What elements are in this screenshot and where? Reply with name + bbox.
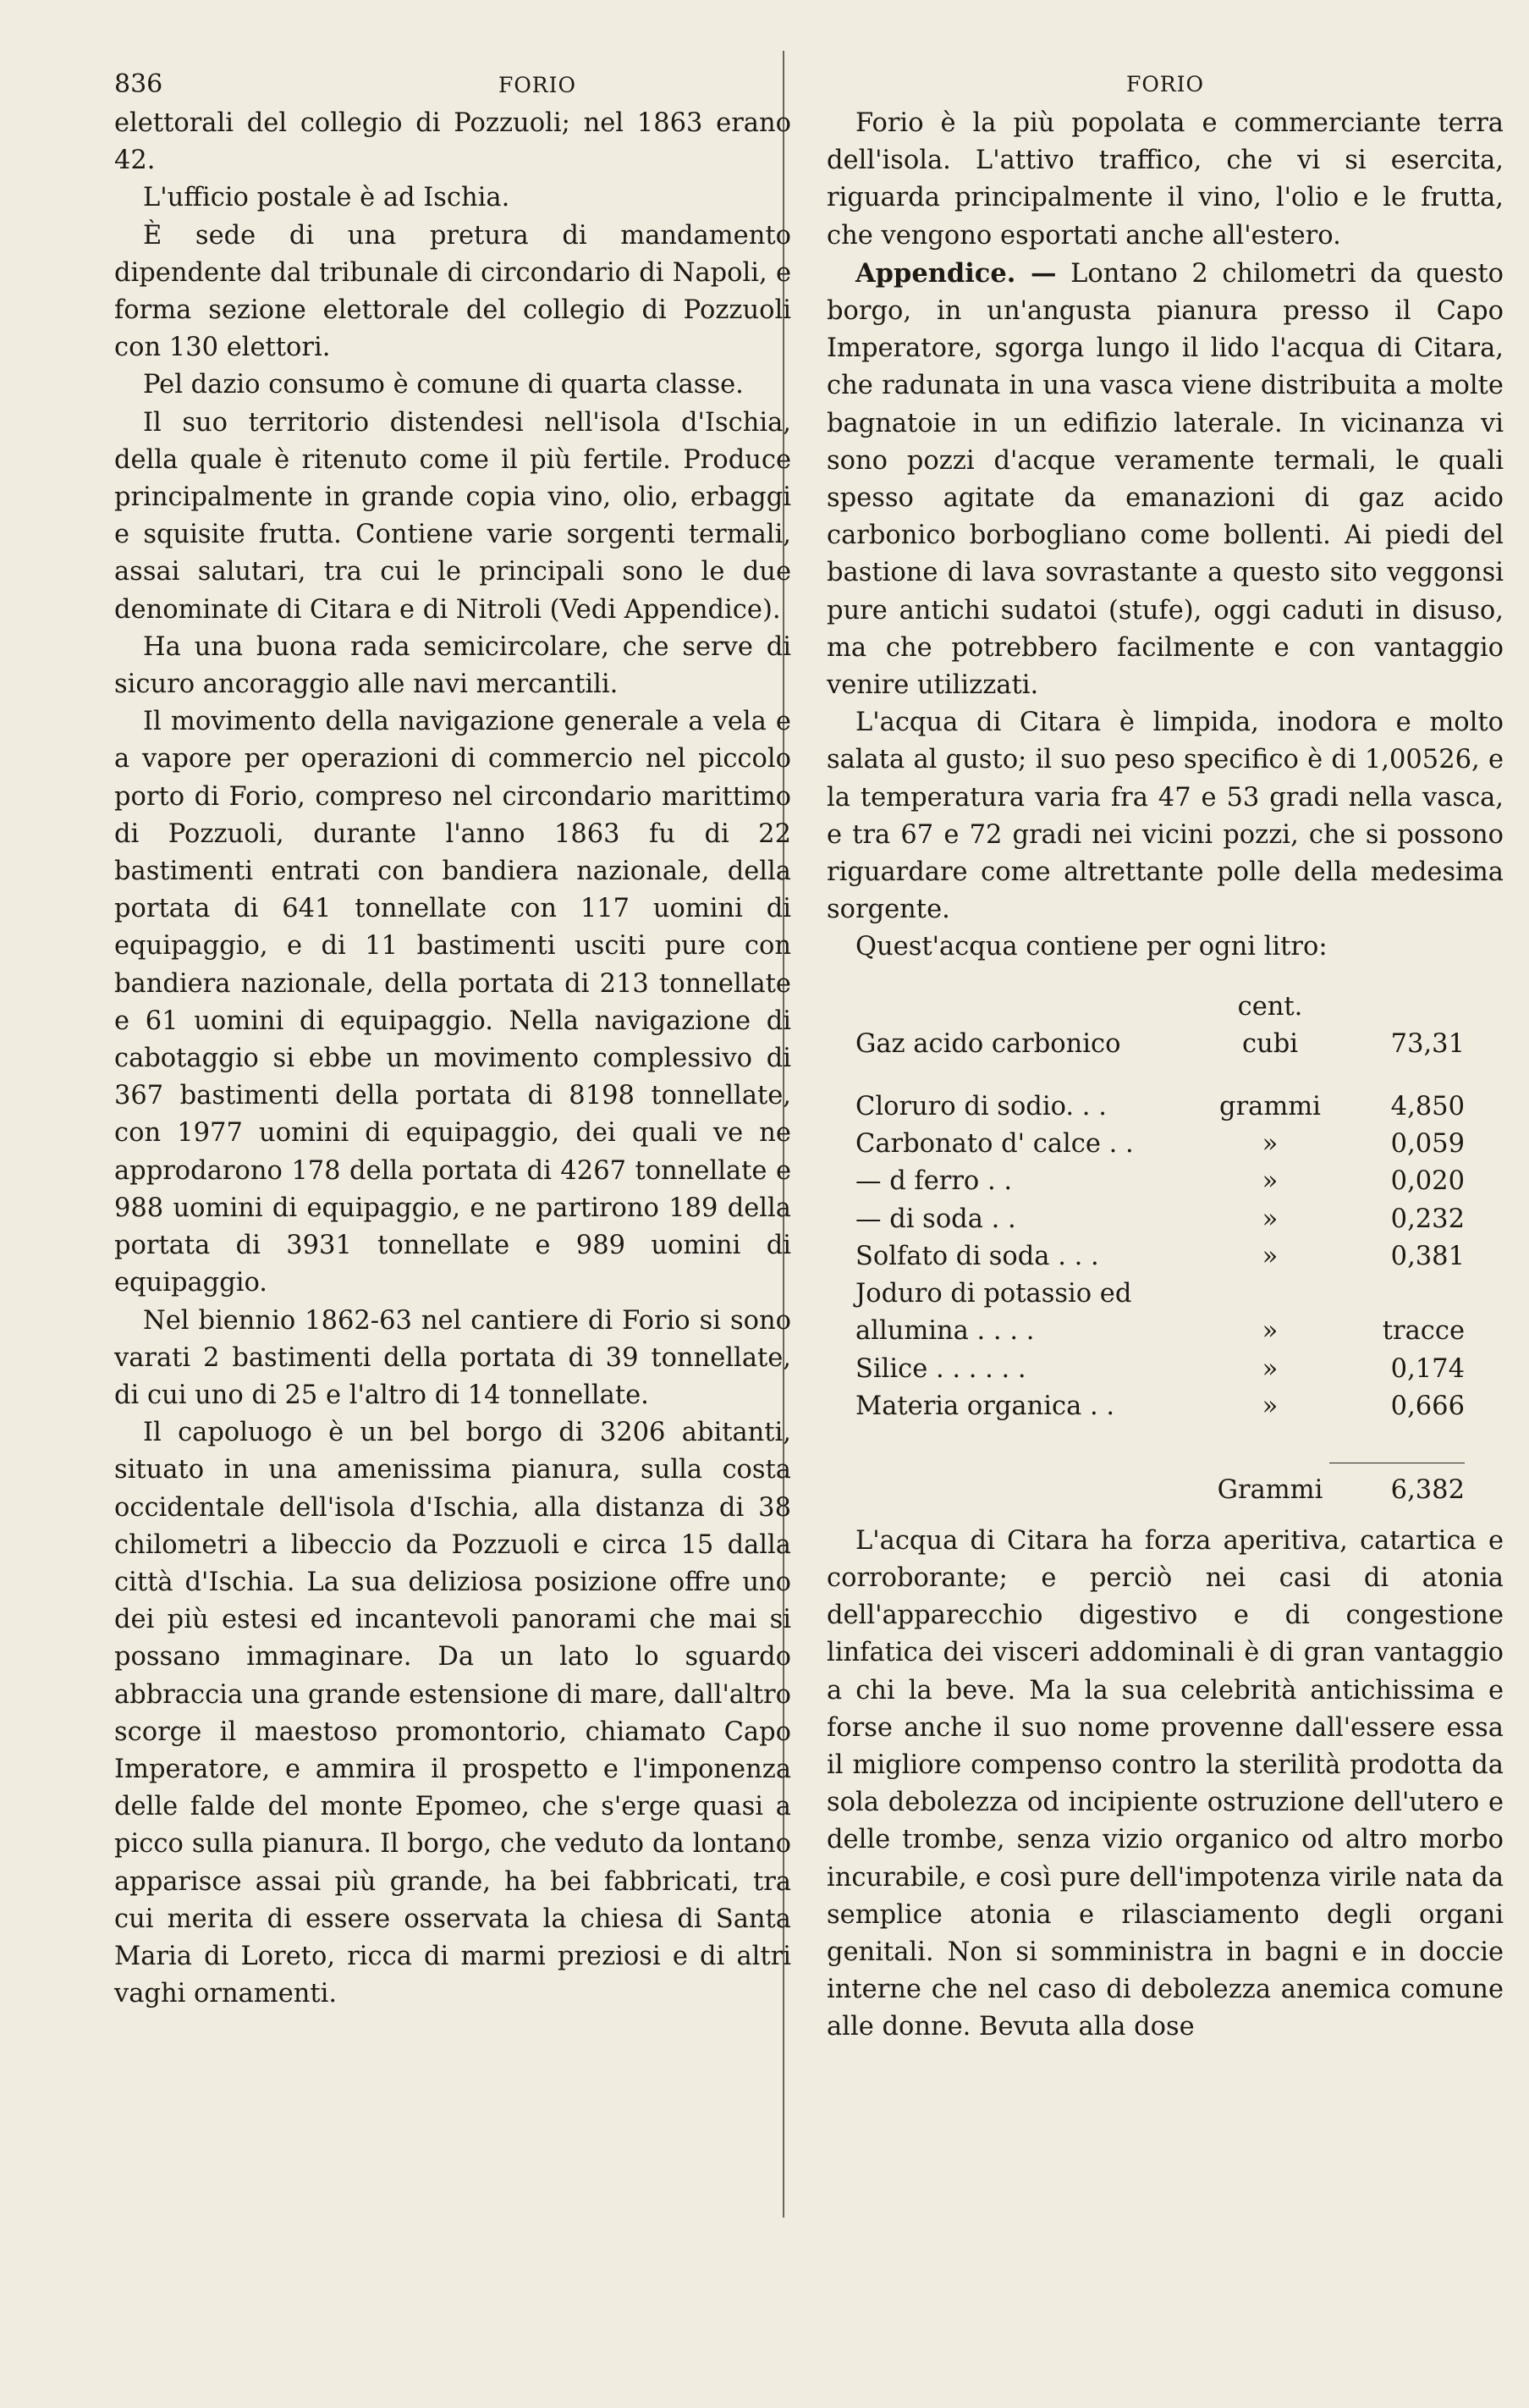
- substance-unit: »: [1262, 1204, 1279, 1234]
- substance-value: [1329, 1276, 1465, 1313]
- substance-name: Cloruro di sodio. . .: [855, 1092, 1107, 1122]
- paragraph: L'acqua di Citara ha forza aperitiva, catartica e corroborante; e perciò nei casi di atonia dell'apparecchio digestivo e di congestione linfatica dei visceri addominali è di gran vantaggio a chi la beve. Ma la sua celebrità antichissima e forse anche il suo nome provenne dall'essere essa il migliore compenso contro la sterilità prodotta da sola debolezza od incipiente ostruzione dell'utero e delle trombe, senza vizio organico od altro morbo incurabile, e così pure dell'impotenza virile nata da semplice atonia e rilasciamento degli organi genitali. Non si somministra in bagni e in doccie interne che nel caso di debolezza anemica comune alle donne. Bevuta alla dose: [827, 1525, 1504, 2042]
- substance-name: — di soda . .: [855, 1204, 1016, 1234]
- running-title-left: FORIO: [498, 73, 577, 97]
- substance-unit: »: [1262, 1316, 1279, 1347]
- substance-value: 0,174: [1390, 1353, 1465, 1384]
- paragraph: Nel biennio 1862-63 nel cantiere di Forio si sono varati 2 bastimenti della portata di 39 tonnellate, di cui uno di 25 e l'altro di 14 tonnellate.: [114, 1305, 791, 1410]
- substance-value: 0,020: [1390, 1166, 1465, 1197]
- paragraph: L'ufficio postale è ad Ischia.: [143, 183, 510, 213]
- substance-value: 0,381: [1390, 1241, 1465, 1271]
- page-number: 836: [114, 69, 163, 99]
- substance-value: 0,059: [1390, 1129, 1465, 1160]
- total-label: Grammi: [1217, 1474, 1323, 1505]
- paragraph: Il movimento della navigazione generale a vela e a vapore per operazioni di commercio nel piccolo porto di Forio, compreso nel circondario marittimo di Pozzuoli, durante l'anno 1863 fu di 22 bastimenti entrati con bandiera nazionale, della portata di 641 tonnellate con 117 uomini di equipaggio, e di 11 bastimenti usciti pure con bandiera nazionale, della portata di 213 tonnellate e 61 uomini di equipaggio. Nella navigazione di cabotaggio si ebbe un movimento complessivo di 367 bastimenti della portata di 8198 tonnellate, con 1977 uomini di equipaggio, dei quali ve ne approdarono 178 della portata di 4267 tonnellate e 988 uomini di equipaggio, e ne partirono 189 della portata di 3931 tonnellate e 989 uomini di equipaggio.: [114, 707, 791, 1298]
- substance-unit: »: [1262, 1353, 1279, 1384]
- substance-unit: cent. cubi: [1237, 991, 1303, 1059]
- table-row: [855, 989, 1465, 1063]
- table-row: [855, 1201, 1465, 1238]
- substance-value: 0,666: [1390, 1391, 1465, 1421]
- left-column: [114, 68, 791, 2013]
- paragraph: Il capoluogo è un bel borgo di 3206 abitanti, situato in una amenissima pianura, sulla costa occidentale dell'isola d'Ischia, alla distanza di 38 chilometri a libeccio da Pozzuoli e circa 15 dalla città d'Ischia. La sua deliziosa posizione offre uno dei più estesi ed incantevoli panorami che mai si possano immaginare. Da un lato lo sguardo abbraccia una grande estensione di mare, dall'altro scorge il maestoso promontorio, chiamato Capo Imperatore, e ammira il prospetto e l'imponenza delle falde del monte Epomeo, che s'erge quasi a picco sulla pianura. Il borgo, che veduto da lontano apparisce assai più grande, ha bei fabbricati, tra cui merita di essere osservata la chiesa di Santa Maria di Loreto, ricca di marmi preziosi e di altri vaghi ornamenti.: [114, 1418, 791, 2009]
- table-row: [855, 1276, 1465, 1313]
- paragraph: elettorali del collegio di Pozzuoli; nel 1863 erano 42.: [114, 108, 791, 176]
- appendix-label: Appendice. —: [855, 257, 1057, 289]
- appendix-paragraph: [827, 255, 1504, 704]
- appendix-text: Lontano 2 chilometri da questo borgo, in un'angusta pianura presso il Capo Imperatore, sgorga lungo il lido l'acqua di Citara, che radunata in una vasca viene distribuita a molte bagnatoie in un edifizio laterale. In vicinanza vi sono pozzi d'acque veramente termali, le quali spesso agitate da emanazioni di gaz acido carbonico borbogliano come bollenti. Ai piedi del bastione di lava sovrastante a questo sito veggonsi pure antichi sudatoi (stufe), oggi caduti in disuso, ma che potrebbero facilmente e con vantaggio venire utilizzati.: [827, 258, 1504, 701]
- substance-unit: [1211, 1276, 1329, 1313]
- composition-table: [855, 989, 1465, 1509]
- left-header: [114, 68, 791, 105]
- table-row: [855, 1388, 1465, 1425]
- substance-value: 0,232: [1390, 1204, 1465, 1234]
- table-row: [855, 1088, 1465, 1126]
- substance-unit: »: [1262, 1166, 1279, 1197]
- sum-rule: [855, 1425, 1465, 1463]
- substance-unit: »: [1262, 1241, 1279, 1271]
- substance-value: 4,850: [1390, 1092, 1465, 1122]
- substance-name: Solfato di soda . . .: [855, 1241, 1099, 1271]
- table-row: [855, 1313, 1465, 1350]
- paragraph: Il suo territorio distendesi nell'isola d'Ischia, della quale è ritenuto come il più fertile. Produce principalmente in grande copia vino, olio, erbaggi e squisite frutta. Contiene varie sorgenti termali, assai salutari, tra cui le principali sono le due denominate di Citara e di Nitroli (Vedi Appendice).: [114, 407, 791, 625]
- running-title-right: FORIO: [1125, 72, 1205, 96]
- substance-name: Gaz acido carbonico: [855, 1028, 1121, 1059]
- paragraph: Pel dazio consumo è comune di quarta classe.: [143, 370, 744, 400]
- substance-name: — d ferro . .: [855, 1166, 1013, 1197]
- paragraph: L'acqua di Citara è limpida, inodora e molto salata al gusto; il suo peso specifico è di 1,00526, e la temperatura varia fra 47 e 53 gradi nella vasca, e tra 67 e 72 gradi nei vicini pozzi, che si possono riguardare come altrettante polle della medesima sorgente.: [827, 708, 1504, 925]
- right-column: [827, 68, 1504, 2047]
- paragraph: È sede di una pretura di mandamento dipendente dal tribunale di circondario di Napoli, e forma sezione elettorale del collegio di Pozzuoli con 130 elettori.: [114, 220, 791, 363]
- substance-unit: grammi: [1219, 1092, 1321, 1122]
- substance-name: Materia organica . .: [855, 1391, 1115, 1421]
- paragraph: Ha una buona rada semicircolare, che serve di sicuro ancoraggio alle navi mercantili.: [114, 631, 791, 700]
- table-row: [855, 1351, 1465, 1388]
- substance-value: 73,31: [1390, 1028, 1465, 1059]
- right-header: [827, 68, 1504, 105]
- substance-unit: »: [1262, 1129, 1279, 1160]
- paragraph: Forio è la più popolata e commerciante terra dell'isola. L'attivo traffico, che vi si esercita, riguarda principalmente il vino, l'olio e le frutta, che vengono esportati anche all'estero.: [827, 108, 1504, 251]
- table-row: [855, 1238, 1465, 1276]
- paragraph: Quest'acqua contiene per ogni litro:: [855, 932, 1328, 962]
- substance-name: Joduro di potassio ed: [855, 1279, 1132, 1309]
- substance-name: Silice . . . . . .: [855, 1353, 1026, 1384]
- substance-unit: »: [1262, 1391, 1279, 1421]
- total-value: 6,382: [1390, 1474, 1465, 1505]
- total-row: [855, 1463, 1465, 1509]
- substance-value: tracce: [1382, 1316, 1465, 1347]
- table-row: [855, 1126, 1465, 1163]
- table-row: [855, 1163, 1465, 1200]
- substance-name: Carbonato d' calce . .: [855, 1129, 1134, 1160]
- table-spacer: [855, 1063, 1465, 1088]
- substance-name: allumina . . . .: [855, 1316, 1035, 1347]
